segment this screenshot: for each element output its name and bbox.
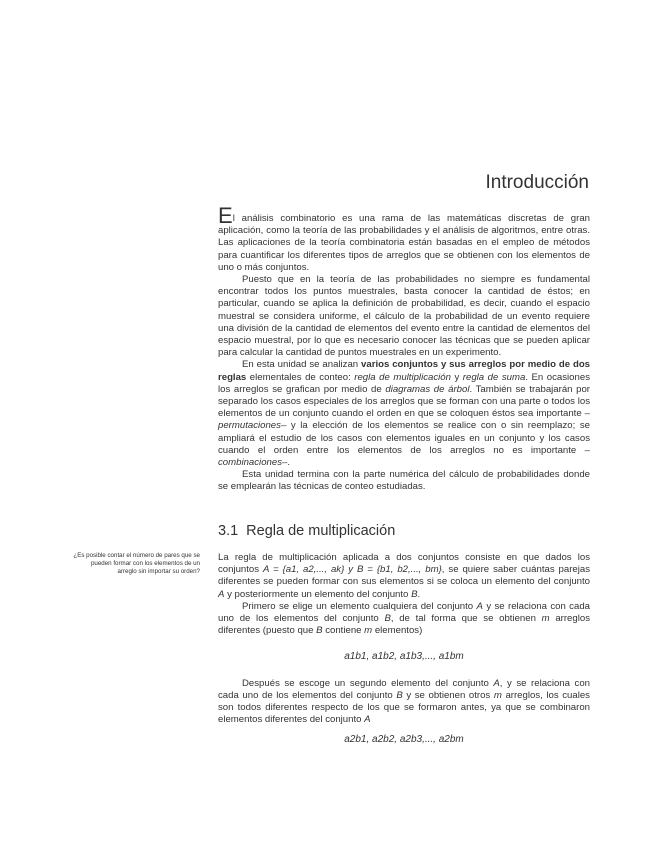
margin-note: ¿Es posible contar el número de pares que se pueden formar con los elementos de un arreglo sin importar su orden? [73,552,200,575]
section-paragraph-3: Después se escoge un segundo elemento del conjunto A, y se relaciona con cada uno de los elementos del conjunto B y se obtienen otros m arreglos, los cuales son todos diferentes respecto de los que se formaron antes, ya que se combinaron elementos diferentes del conjunto A [218,677,590,726]
formula-1: a1b1, a1b2, a1b3,..., a1bm [344,651,464,663]
drop-cap: E [218,203,233,228]
section-heading [218,523,395,539]
intro-paragraph-4: Esta unidad termina con la parte numérica del cálculo de probabilidades donde se emplearán las técnicas de conteo estudiadas. [218,469,590,493]
section-paragraph-2: Primero se elige un elemento cualquiera del conjunto A y se relaciona con cada uno de los elementos del conjunto B, de tal forma que se obtienen m arreglos diferentes (puesto que B contiene m elementos) [218,600,590,637]
section-text [218,552,590,761]
intro-paragraph-2: Puesto que en la teoría de las probabilidades no siempre es fundamental encontrar todos los puntos muestrales, basta conocer la cantidad de éstos; en particular, cuando se aplica la definición de probabilidad, es decir, cuando el espacio muestral se considera uniforme, el cálculo de la probabilidad de un evento requiere una división de la cantidad de elementos del evento entre la cantidad de elementos del espacio muestral, por lo que es necesario conocer las técnicas que se pueden aplicar para calcular la cantidad de puntos muestrales en un experimento. [218,274,590,359]
section-number: 3.1 [218,523,239,539]
intro-paragraph-1: El análisis combinatorio es una rama de las matemáticas discretas de gran aplicación, como la teoría de las probabilidades y el análisis de algoritmos, entre otras. Las aplicaciones de la teoría combinatoria están basadas en el empleo de métodos para cuantificar los diferentes tipos de arreglos que se obtienen con los elementos de uno o más conjuntos. [218,203,590,273]
formula-2: a2b1, a2b2, a2b3,..., a2bm [344,734,464,746]
intro-text [218,203,591,494]
intro-paragraph-3: En esta unidad se analizan varios conjuntos y sus arreglos por medio de dos reglas elementales de conteo: regla de multiplicación y regla de suma. En ocasiones los arreglos se grafican por medio de diagramas de árbol. También se trabajarán por separado los casos especiales de los arreglos que se forman con una parte o todos los elementos de un conjunto cuando el orden en que se coloquen éstos sea importante –permutaciones– y la elección de los elementos se realice con o sin reemplazo; se ampliará el estudio de los casos con elementos iguales en un conjunto y los casos cuando el orden entre los elementos de los arreglos no es importante –combinaciones–. [218,359,591,469]
chapter-title: Introducción [485,172,589,193]
section-title: Regla de multiplicación [246,523,396,539]
section-paragraph-1: La regla de multiplicación aplicada a dos conjuntos consiste en que dados los conjuntos A = {a1, a2,..., ak} y B = {b1, b2,..., bm}, se quiere saber cuántas parejas diferentes se pueden formar con sus elementos si se coloca un elemento del conjunto A y posteriormente un elemento del conjunto B. [218,552,591,600]
